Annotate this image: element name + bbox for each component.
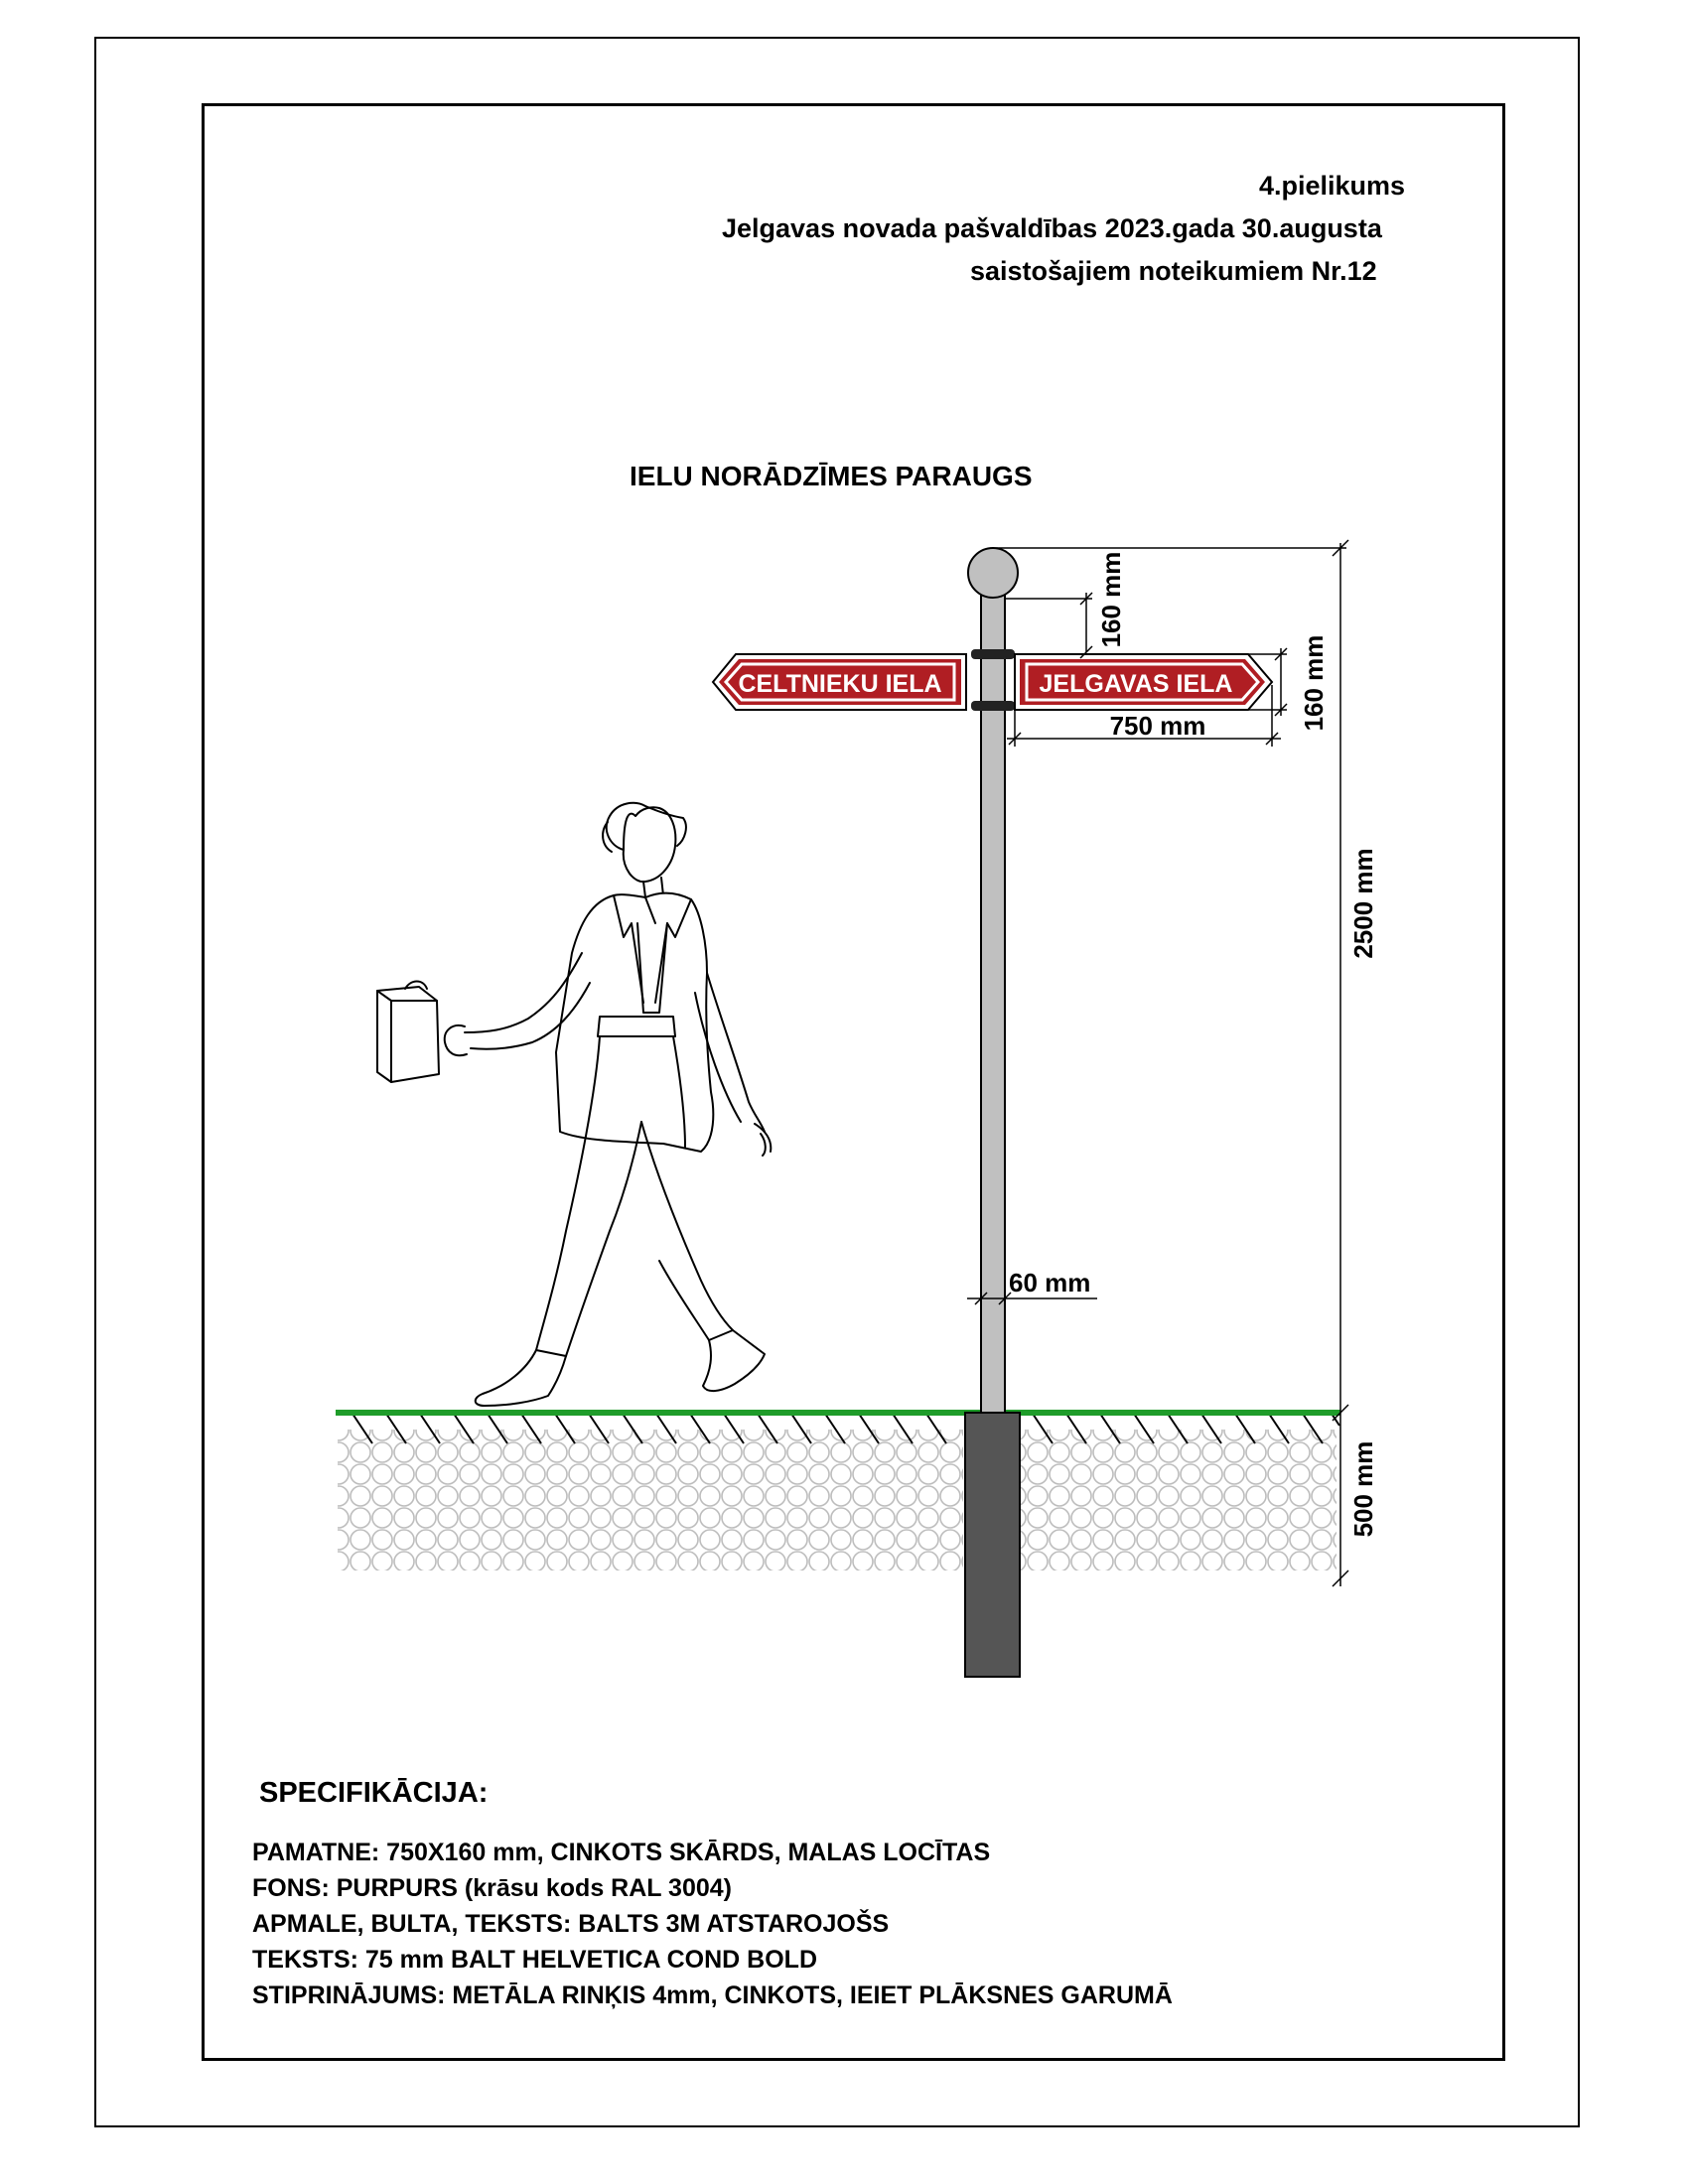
spec-item: PAMATNE: 750X160 mm, CINKOTS SKĀRDS, MALAS LOCĪTAS — [252, 1839, 991, 1866]
drawing-title: IELU NORĀDZĪMES PARAUGS — [630, 461, 1033, 491]
street-sign-left — [713, 654, 966, 710]
attachment-number: 4.pielikums — [1259, 171, 1406, 201]
dim-sign-width-label: 750 mm — [1109, 711, 1206, 741]
pole — [981, 592, 1005, 1413]
spec-item: TEKSTS: 75 mm BALT HELVETICA COND BOLD — [252, 1946, 818, 1974]
specification-title: SPECIFIKĀCIJA: — [259, 1777, 489, 1809]
regulation-line-2: saistošajiem noteikumiem Nr.12 — [970, 256, 1377, 286]
gravel-left — [338, 1430, 963, 1570]
sign-left-text: CELTNIEKU IELA — [738, 670, 942, 698]
sign-clamp-bottom — [971, 701, 1015, 711]
specification-list — [252, 1835, 1173, 2013]
spec-item: APMALE, BULTA, TEKSTS: BALTS 3M ATSTAROJOŠS — [252, 1910, 890, 1938]
dim-foundation-label: 500 mm — [1348, 1440, 1378, 1538]
pole-finial — [968, 548, 1018, 598]
spec-item: FONS: PURPURS (krāsu kods RAL 3004) — [252, 1874, 732, 1902]
dim-pole-diameter-label: 60 mm — [1009, 1268, 1091, 1297]
sign-right-text: JELGAVAS IELA — [1039, 670, 1233, 698]
spec-item: STIPRINĀJUMS: METĀLA RINĶIS 4mm, CINKOTS, IEIET PLĀKSNES GARUMĀ — [252, 1981, 1173, 2009]
regulation-line-1: Jelgavas novada pašvaldības 2023.gada 30.augusta — [722, 213, 1382, 243]
sign-clamp-top — [971, 649, 1015, 659]
gravel-right — [1021, 1430, 1336, 1570]
walking-person-illustration — [377, 803, 771, 1406]
dim-sign-height-label: 160 mm — [1299, 634, 1329, 732]
street-sign-right — [1015, 654, 1272, 710]
dim-pole-height-label: 2500 mm — [1348, 848, 1378, 959]
dim-top-gap-label: 160 mm — [1096, 551, 1126, 648]
pole-foundation — [965, 1413, 1020, 1677]
